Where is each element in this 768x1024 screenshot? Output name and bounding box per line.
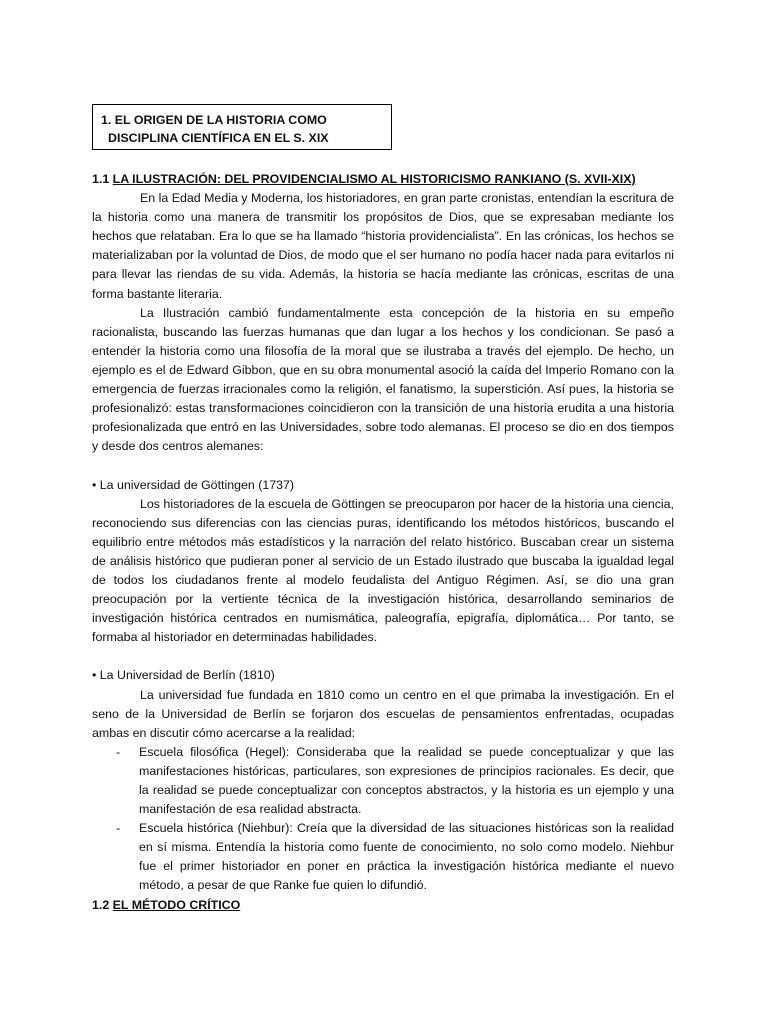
list-item-escuela-filosofica [92, 743, 674, 819]
list-item-text: Escuela histórica (Niehbur): Creía que la diversidad de las situaciones históricas son la realidad en sí misma. Entendía la historia como fuente de conocimiento, no solo como modelo. Niehbur fue el primer historiador en poner en práctica la investigación histórica mediante el nuevo método, a pesar de que Ranke fue quien lo difundió. [139, 821, 674, 893]
chapter-title-line-2: DISCIPLINA CIENTÍFICA EN EL S. XIX [108, 131, 329, 145]
bullet-berlin: • La Universidad de Berlín (1810) [92, 668, 275, 683]
section-1-1-heading [92, 170, 674, 189]
list-item-escuela-historica [92, 819, 674, 895]
paragraph-gottingen: Los historiadores de la escuela de Göttingen se preocuparon por hacer de la historia una ciencia, reconociendo sus diferencias con las ciencias puras, identificando los métodos históricos, buscando el equilibrio entre métodos más estadísticos y la narración del relato histórico. Buscaban crear un sistema de análisis histórico que pudieran poner al servicio de un Estado ilustrado que buscaba la igualdad legal de todos los ciudadanos frente al modelo feudalista del Antiguo Régimen. Así, se dio una gran preocupación por la vertiente técnica de la investigación histórica, desarrollando seminarios de investigación histórica centrados en numismática, paleografía, epigrafía, diplomática… Por tanto, se formaba al historiador en determinadas habilidades. [92, 496, 674, 645]
section-1-2-heading [92, 896, 674, 915]
list-item-text: Escuela filosófica (Hegel): Consideraba que la realidad se puede conceptualizar y que las manifestaciones históricas, particulares, son expresiones de principios racionales. Es decir, que la realidad se puede conceptualizar con conceptos abstractos, y la historia es un ejemplo y una manifestación de esa realidad abstracta. [139, 744, 674, 817]
paragraph-ilustracion: La Ilustración cambió fundamentalmente esta concepción de la historia en su empeño racionalista, buscando las fuerzas humanas que dan lugar a los hechos y los condicionan. Se pasó a entender la historia como una filosofía de la moral que se ilustraba a través del ejemplo. De hecho, un ejemplo es el de Edward Gibbon, que en su obra monumental asoció la caída del Imperio Romano con la emergencia de fuerzas irracionales como la religión, el fanatismo, la superstición. Así pues, la historia se profesionalizó: estas transformaciones coincidieron con la transición de una historia erudita a una historia profesionalizada que entró en las Universidades, sobre todo alemanas. El proceso se dio en dos tiempos y desde dos centros alemanes: [92, 305, 674, 454]
chapter-title-box [92, 104, 392, 150]
section-1-1-title: LA ILUSTRACIÓN: DEL PROVIDENCIALISMO AL HISTORICISMO RANKIANO (S. XVII-XIX) [112, 172, 636, 186]
paragraph-providencialismo: En la Edad Media y Moderna, los historiadores, en gran parte cronistas, entendían la escritura de la historia como una manera de transmitir los propósitos de Dios, que se expresaban mediante los hechos que relataban. Era lo que se ha llamado “historia providencialista”. En las crónicas, los hechos se materializaban por la voluntad de Dios, de modo que el ser humano no podía hacer nada para evitarlos ni para llevar las riendas de su vida. Además, la historia se hacía mediante las crónicas, escritas de una forma bastante literaria. [92, 191, 674, 301]
section-1-1-number: 1.1 [92, 172, 113, 186]
document-body [92, 170, 674, 915]
paragraph-berlin: La universidad fue fundada en 1810 como un centro en el que primaba la investigación. En el seno de la Universidad de Berlín se forjaron dos escuelas de pensamientos enfrentadas, ocupadas ambas en discutir cómo acercarse a la realidad: [92, 687, 674, 740]
chapter-title-line-1: 1. EL ORIGEN DE LA HISTORIA COMO [101, 113, 327, 127]
list-dash: - [116, 821, 121, 836]
section-1-2-number: 1.2 [92, 897, 113, 912]
section-1-2-title: EL MÉTODO CRÍTICO [112, 897, 241, 912]
bullet-gottingen: • La universidad de Göttingen (1737) [92, 477, 295, 492]
list-dash: - [116, 744, 121, 759]
